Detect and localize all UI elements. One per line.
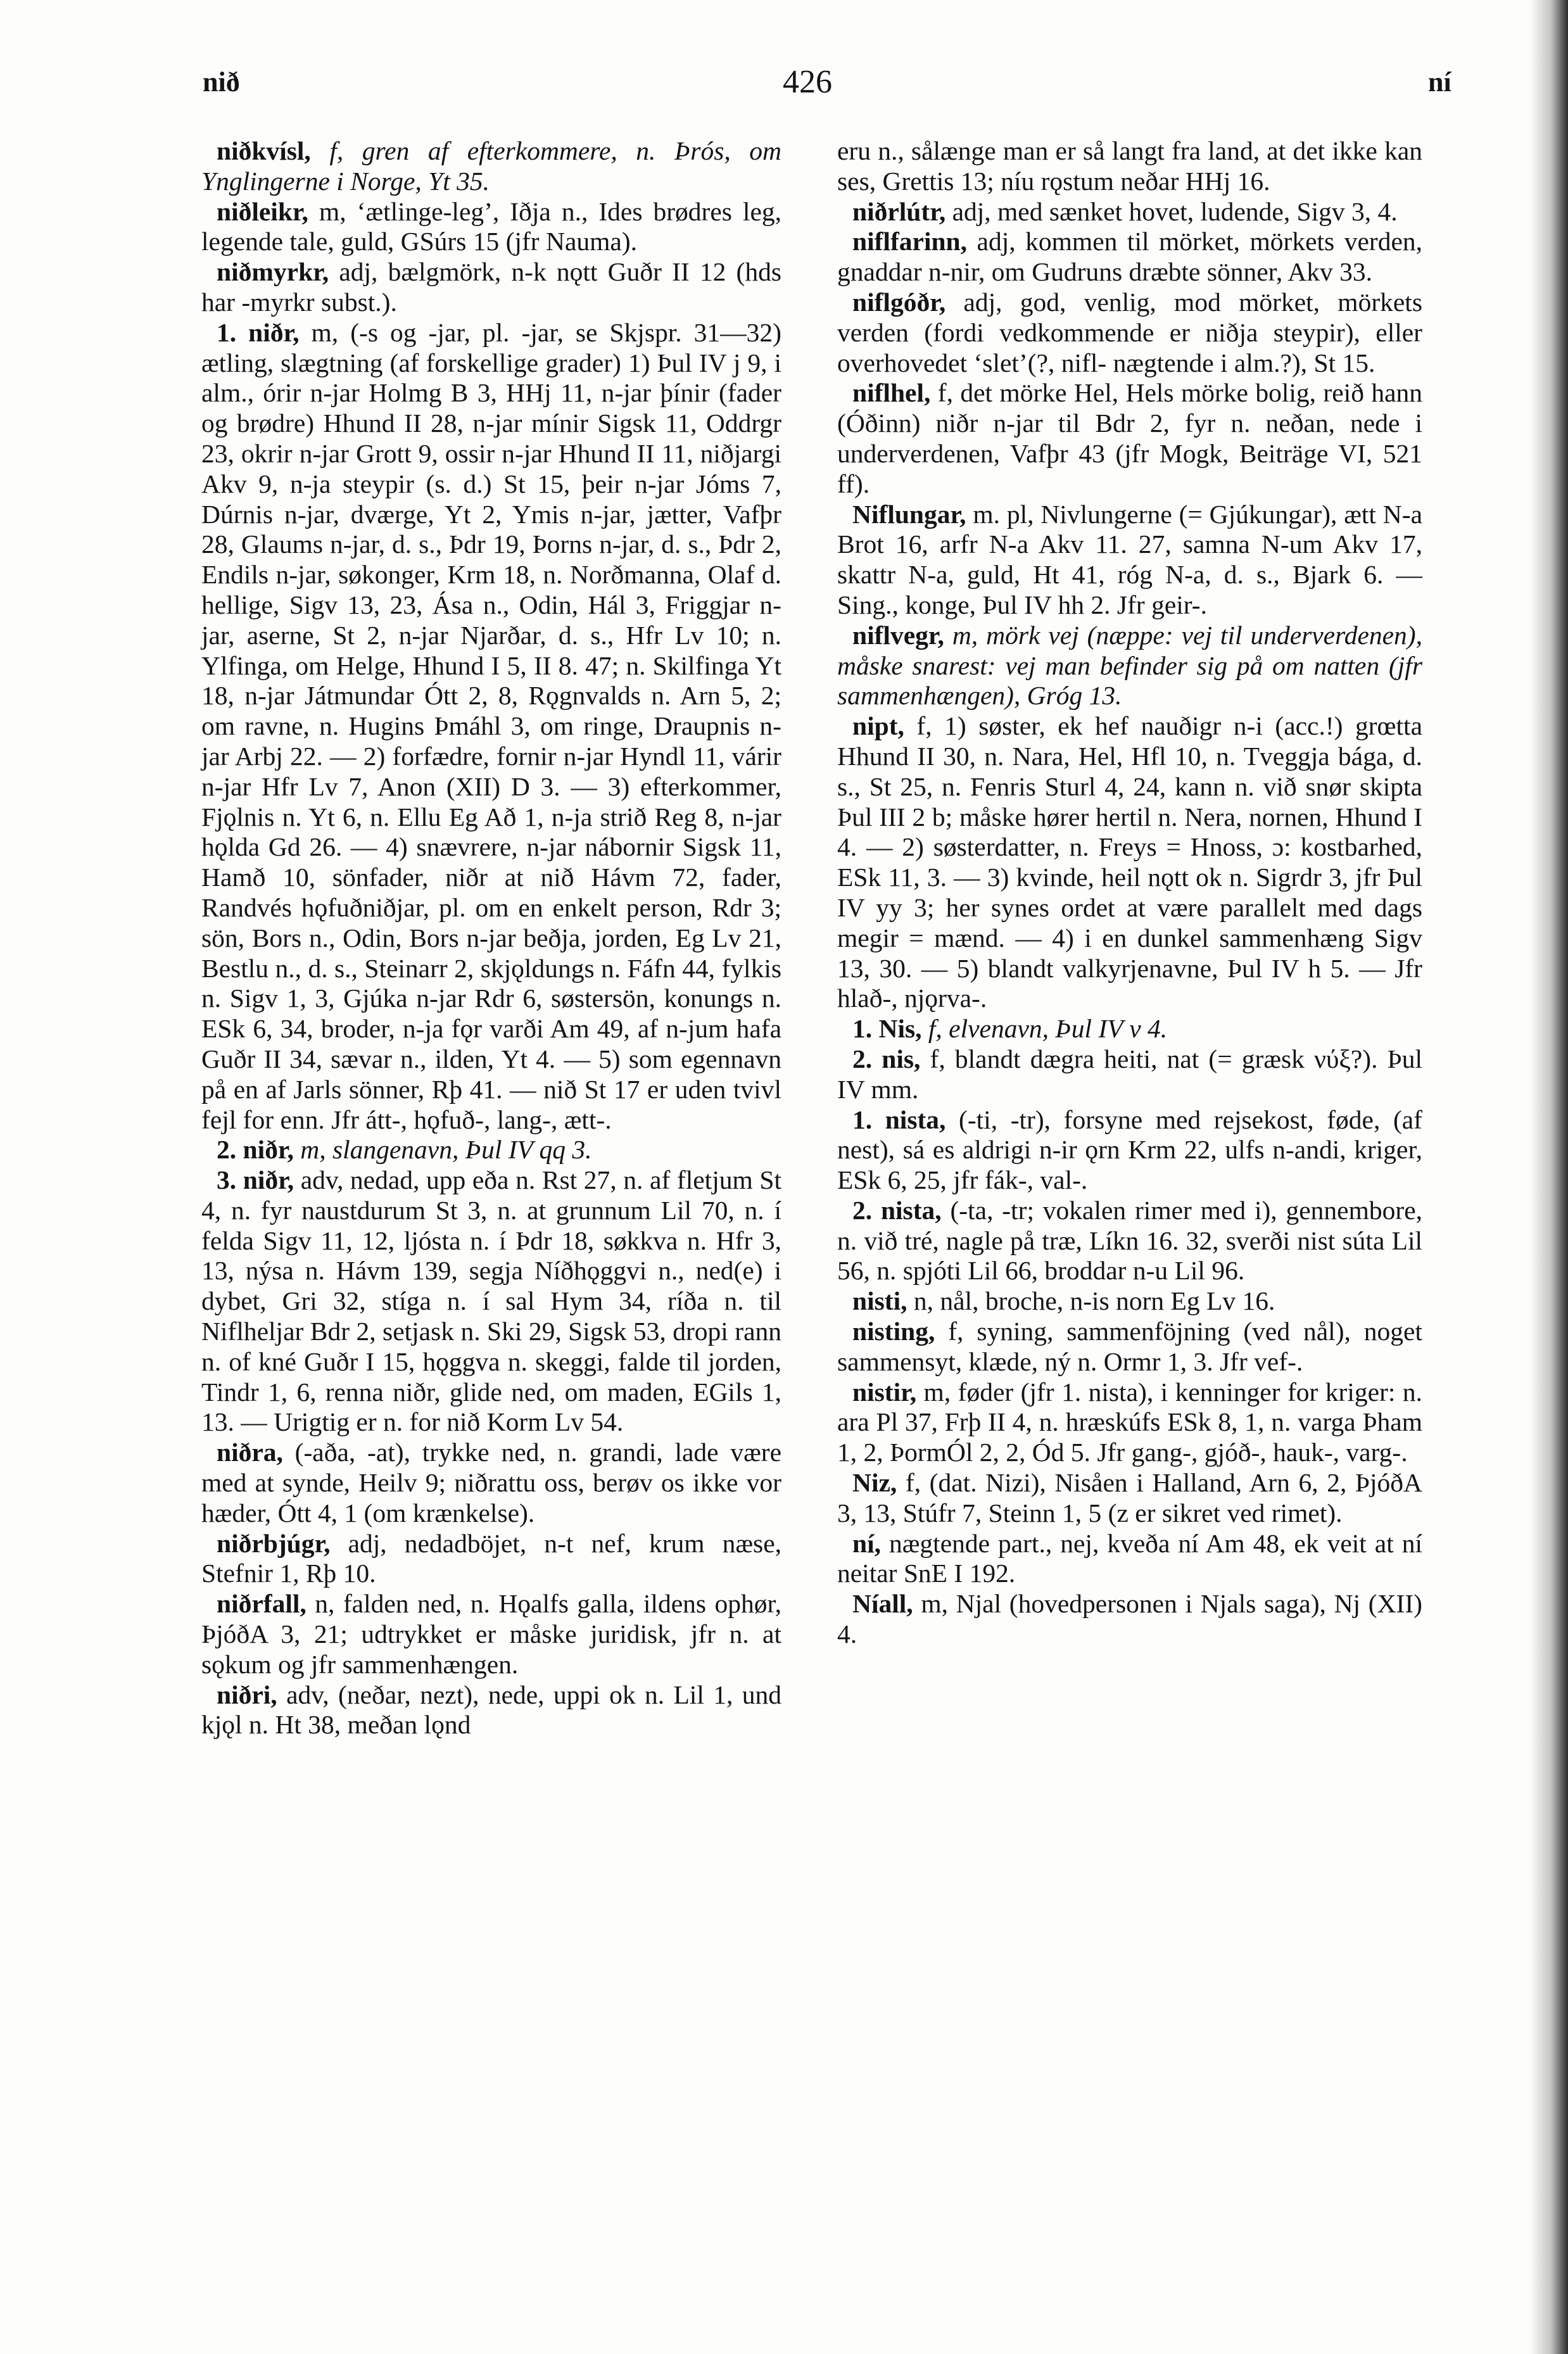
entry-text: (-ti, -tr), forsyne med rejsekost, føde, (af nest), sá es aldrigi n-ir ǫrn Krm 22, ulfs n-andi, kriger, ESk 6, 25, jfr fák-, val-. bbox=[837, 1104, 1422, 1195]
dictionary-entry bbox=[201, 318, 781, 1136]
headword: niðra, bbox=[217, 1438, 283, 1467]
entry-text: adj, bælgmörk, n-k nǫtt Guðr II 12 (hds har -myrkr subst.). bbox=[201, 257, 782, 317]
dictionary-entry bbox=[201, 1438, 781, 1528]
entry-text: adj, kommen til mörket, mörkets verden, gnaddar n-nir, om Gudruns dræbte sönner, Akv 33. bbox=[837, 227, 1422, 287]
dictionary-entry bbox=[837, 500, 1422, 621]
dictionary-entry bbox=[837, 1589, 1422, 1650]
dictionary-entry bbox=[837, 1317, 1422, 1377]
dictionary-entry bbox=[201, 197, 781, 258]
dictionary-entry bbox=[201, 257, 781, 318]
entry-text: f, 1) søster, ek hef nauðigr n-i (acc.!) grœtta Hhund II 30, n. Nara, Hel, Hfl 10, n. Tveggja bága, d. s., St 25, n. Fenris Sturl 4, 24, kann n. við snør skipta Þul III 2 b; måske hører hertil n. Nera, nornen, Hhund I 4. — 2) søsterdatter, n. Freys = Hnoss, ɔ: kostbarhed, ESk 11, 3. — 3) kvinde, heil nǫtt ok n. Sigrdr 3, jfr Þul IV yy 3; her synes ordet at være parallelt med dags megir = mænd. — 4) i en dunkel sammenhæng Sigv 13, 30. — 5) blandt valkyrjenavne, Þul IV h 5. — Jfr hlað-, njǫrva-. bbox=[837, 711, 1423, 1013]
dictionary-entry bbox=[837, 197, 1422, 227]
headword: 1. niðr, bbox=[217, 317, 300, 347]
headword: niflhel, bbox=[852, 378, 931, 408]
dictionary-entry bbox=[201, 1589, 781, 1680]
page-edge-shadow bbox=[1530, 0, 1568, 2354]
entry-text: nægtende part., nej, kveða ní Am 48, ek veit at ní neitar SnE I 192. bbox=[837, 1528, 1422, 1588]
dictionary-entry-continued bbox=[837, 136, 1422, 197]
headword: niðrbjúgr, bbox=[217, 1528, 331, 1558]
dictionary-entry bbox=[837, 711, 1422, 1014]
dictionary-entry bbox=[837, 378, 1422, 499]
headword: niðmyrkr, bbox=[217, 257, 329, 287]
headword: 3. niðr, bbox=[217, 1165, 294, 1195]
dictionary-entry bbox=[837, 1196, 1422, 1286]
dictionary-entry bbox=[837, 1468, 1422, 1529]
entry-text: f, syning, sammenföjning (ved nål), noget sammensyt, klæde, ný n. Ormr 1, 3. Jfr vef-. bbox=[837, 1317, 1423, 1376]
dictionary-entry bbox=[201, 1680, 781, 1741]
headword: ní, bbox=[852, 1528, 881, 1558]
running-head-right: ní bbox=[1428, 66, 1451, 98]
entry-text: m, (-s og -jar, pl. -jar, se Skjspr. 31—32) ætling, slægtning (af forskellige grader) 1) Þul IV j 9, i alm., órir n-jar Holmg B 3, HHj 11, n-jar þínir (fader og brødre) Hhund II 28, n-jar mínir Sigsk 11, Oddrgr 23, okrir n-jar Grott 9, ossir n-jar Hhund II 11, niðjargi Akv 9, n-ja steypir (s. d.) St 15, þeir n-jar Jóms 7, Dúrnis n-jar, dværge, Yt 2, Ymis n-jar, jætter, Vafþr 28, Glaums n-jar, d. s., Þdr 19, Þorns n-jar, d. s., Þdr 2, Endils n-jar, søkonger, Krm 18, n. Norðmanna, Olaf d. hellige, Sigv 13, 23, Ása n., Odin, Hál 3, Friggjar n-jar, aserne, St 2, n-jar Njarðar, d. s., Hfr Lv 10; n. Ylfinga, om Helge, Hhund I 5, II 8. 47; n. Skilfinga Yt 18, n-jar Játmundar Ótt 2, 8, Rǫgnvalds n. Arn 5, 2; om ravne, n. Hugins Þmáhl 3, om ringe, Draupnis n-jar Arbj 22. — 2) forfædre, fornir n-jar Hyndl 11, várir n-jar Hfr Lv 7, Anon (XII) D 3. — 3) efterkommer, Fjǫlnis n. Yt 6, n. Ellu Eg Að 1, n-ja strið Reg 8, n-jar hǫlda Gd 26. — 4) snævrere, n-jar nábornir Sigsk 11, Hamð 10, sönfader, niðr at nið Hávm 72, fader, Randvés hǫfuðniðjar, pl. om en enkelt person, Rdr 3; sön, Bors n., Odin, Bors n-jar beðja, jorden, Eg Lv 21, Bestlu n., d. s., Steinarr 2, skjǫldungs n. Fáfn 44, fylkis n. Sigv 1, 3, Gjúka n-jar Rdr 6, søstersön, konungs n. ESk 6, 34, broder, n-ja fǫr varði Am 49, af n-jum hafa Guðr II 34, sævar n., ilden, Yt 4. — 5) som egennavn på en af Jarls sönner, Rþ 41. — nið St 17 er uden tvivl fejl for enn. Jfr átt-, hǫfuð-, lang-, ætt-. bbox=[201, 317, 781, 1134]
headword: Niz, bbox=[852, 1468, 897, 1498]
dictionary-entry bbox=[201, 1529, 781, 1590]
entry-text: n, falden ned, n. Hǫalfs galla, ildens ophør, ÞjóðA 3, 21; udtrykket er måske juridisk, jfr n. at sǫkum og jfr sammenhængen. bbox=[201, 1589, 782, 1679]
headword: niflgóðr, bbox=[852, 287, 946, 317]
entry-text: n, nål, broche, n-is norn Eg Lv 16. bbox=[913, 1286, 1275, 1316]
dictionary-entry bbox=[837, 1377, 1422, 1468]
headword: nistir, bbox=[852, 1377, 917, 1407]
headword: nipt, bbox=[852, 711, 904, 741]
dictionary-entry bbox=[201, 1135, 781, 1165]
entry-text: f, (dat. Nizi), Nisåen i Halland, Arn 6, 2, ÞjóðA 3, 13, Stúfr 7, Steinn 1, 5 (z er sikret ved rimet). bbox=[837, 1468, 1423, 1528]
headword: nisting, bbox=[852, 1317, 935, 1346]
entry-text: adj, med sænket hovet, ludende, Sigv 3, 4. bbox=[952, 196, 1398, 226]
dictionary-entry bbox=[837, 227, 1422, 288]
entry-text: adv, (neðar, nezt), nede, uppi ok n. Lil 1, und kjǫl n. Ht 38, meðan lǫnd bbox=[201, 1680, 782, 1740]
headword: niðkvísl, bbox=[217, 136, 311, 165]
entry-text: adv, nedad, upp eða n. Rst 27, n. af fletjum St 4, n. fyr naustdurum St 3, n. at grunnum Lil 70, n. í felda Sigv 11, 12, ljósta n. í Þdr 18, søkkva n. Hfr 3, 13, nýsa n. Hávm 139, segja Níðhǫggvi n., ned(e) i dybet, Gri 32, stíga n. í sal Hym 34, ríða n. til Niflheljar Bdr 2, setjask n. Ski 29, Sigsk 53, dropi rann n. of kné Guðr I 15, hǫggva n. skeggi, falde til jorden, Tindr 1, 6, renna niðr, glide ned, om maden, EGils 1, 13. — Urigtig er n. for nið Korm Lv 54. bbox=[201, 1165, 781, 1437]
entry-text: adj, god, venlig, mod mörket, mörkets verden (fordi vedkommende er niðja steypir), eller overhovedet ‘slet’(?, nifl- nægtende i alm.?), St 15. bbox=[837, 287, 1422, 377]
headword: niðrfall, bbox=[217, 1589, 307, 1619]
entry-text: (-aða, -at), trykke ned, n. grandi, lade være med at synde, Heilv 9; niðrattu oss, berøv os ikke vor hæder, Ótt 4, 1 (om krænkelse). bbox=[201, 1438, 782, 1528]
right-column bbox=[837, 136, 1422, 1650]
left-column bbox=[201, 136, 781, 1740]
entry-text: f, blandt dægra heiti, nat (= græsk νύξ?). Þul IV mm. bbox=[837, 1044, 1422, 1104]
entry-text: m. pl, Nivlungerne (= Gjúkungar), ætt N-a Brot 16, arfr N-a Akv 11. 27, samna N-um Akv 17, skattr N-a, guld, Ht 41, róg N-a, d. s., Bjark 6. — Sing., konge, Þul IV hh 2. Jfr geir-. bbox=[837, 499, 1423, 619]
headword: niflvegr, bbox=[852, 620, 944, 650]
headword: nisti, bbox=[852, 1286, 907, 1316]
running-head-left: nið bbox=[203, 66, 240, 98]
headword: Níall, bbox=[852, 1589, 913, 1619]
headword: niflfarinn, bbox=[852, 227, 968, 256]
headword: 2. niðr, bbox=[217, 1135, 294, 1165]
entry-text: f, det mörke Hel, Hels mörke bolig, reið hann (Óðinn) niðr n-jar til Bdr 2, fyr n. neðan, nede i underverdenen, Vafþr 43 (jfr Mogk, Beiträge VI, 521 ff). bbox=[837, 378, 1422, 498]
headword: niðri, bbox=[217, 1680, 277, 1709]
dictionary-entry bbox=[201, 1165, 781, 1438]
headword: 1. nista, bbox=[852, 1104, 946, 1134]
entry-text: m, føder (jfr 1. nista), i kenninger for kriger: n. ara Pl 37, Frþ II 4, n. hræskúfs ESk 8, 1, n. varga Þham 1, 2, ÞormÓl 2, 2, Ód 5. Jfr gang-, gjóð-, hauk-, varg-. bbox=[837, 1377, 1422, 1467]
headword: niðrlútr, bbox=[852, 196, 946, 226]
headword: 2. nista, bbox=[852, 1195, 942, 1225]
entry-text: (-ta, -tr; vokalen rimer med i), gennembore, n. við tré, nagle på træ, Líkn 16. 32, sverði nist súta Lil 56, n. spjóti Lil 66, broddar n-u Lil 96. bbox=[837, 1195, 1422, 1286]
entry-text: eru n., sålænge man er så langt fra land, at det ikke kan ses, Grettis 13; níu rǫstum neðar HHj 16. bbox=[837, 136, 1422, 196]
headword: niðleikr, bbox=[217, 196, 308, 226]
entry-text: f, elvenavn, Þul IV v 4. bbox=[928, 1014, 1168, 1044]
dictionary-entry bbox=[837, 1529, 1422, 1590]
entry-text: m, slangenavn, Þul IV qq 3. bbox=[300, 1135, 592, 1165]
dictionary-entry bbox=[837, 621, 1422, 711]
dictionary-entry bbox=[837, 1286, 1422, 1317]
dictionary-entry bbox=[837, 288, 1422, 378]
dictionary-entry bbox=[201, 136, 781, 197]
entry-text: m, Njal (hovedpersonen i Njals saga), Nj (XII) 4. bbox=[837, 1589, 1423, 1649]
entry-text: adj, nedadböjet, n-t nef, krum næse, Stefnir 1, Rþ 10. bbox=[201, 1528, 781, 1588]
entry-text: m, ‘ætlinge-leg’, Iðja n., Ides brødres leg, legende tale, guld, GSúrs 15 (jfr Nauma). bbox=[201, 196, 782, 256]
dictionary-entry bbox=[837, 1014, 1422, 1044]
headword: Niflungar, bbox=[852, 499, 966, 529]
entry-text: f, gren af efterkommere, n. Þrós, om Ynglingerne i Norge, Yt 35. bbox=[201, 136, 781, 196]
page-number: 426 bbox=[783, 64, 832, 100]
headword: 2. nis, bbox=[852, 1044, 921, 1073]
entry-text: m, mörk vej (næppe: vej til underverdenen), måske snarest: vej man befinder sig på om natten (jfr sammenhængen), Gróg 13. bbox=[837, 620, 1422, 711]
dictionary-entry bbox=[837, 1105, 1422, 1196]
headword: 1. Nis, bbox=[852, 1014, 922, 1044]
dictionary-entry bbox=[837, 1044, 1422, 1105]
